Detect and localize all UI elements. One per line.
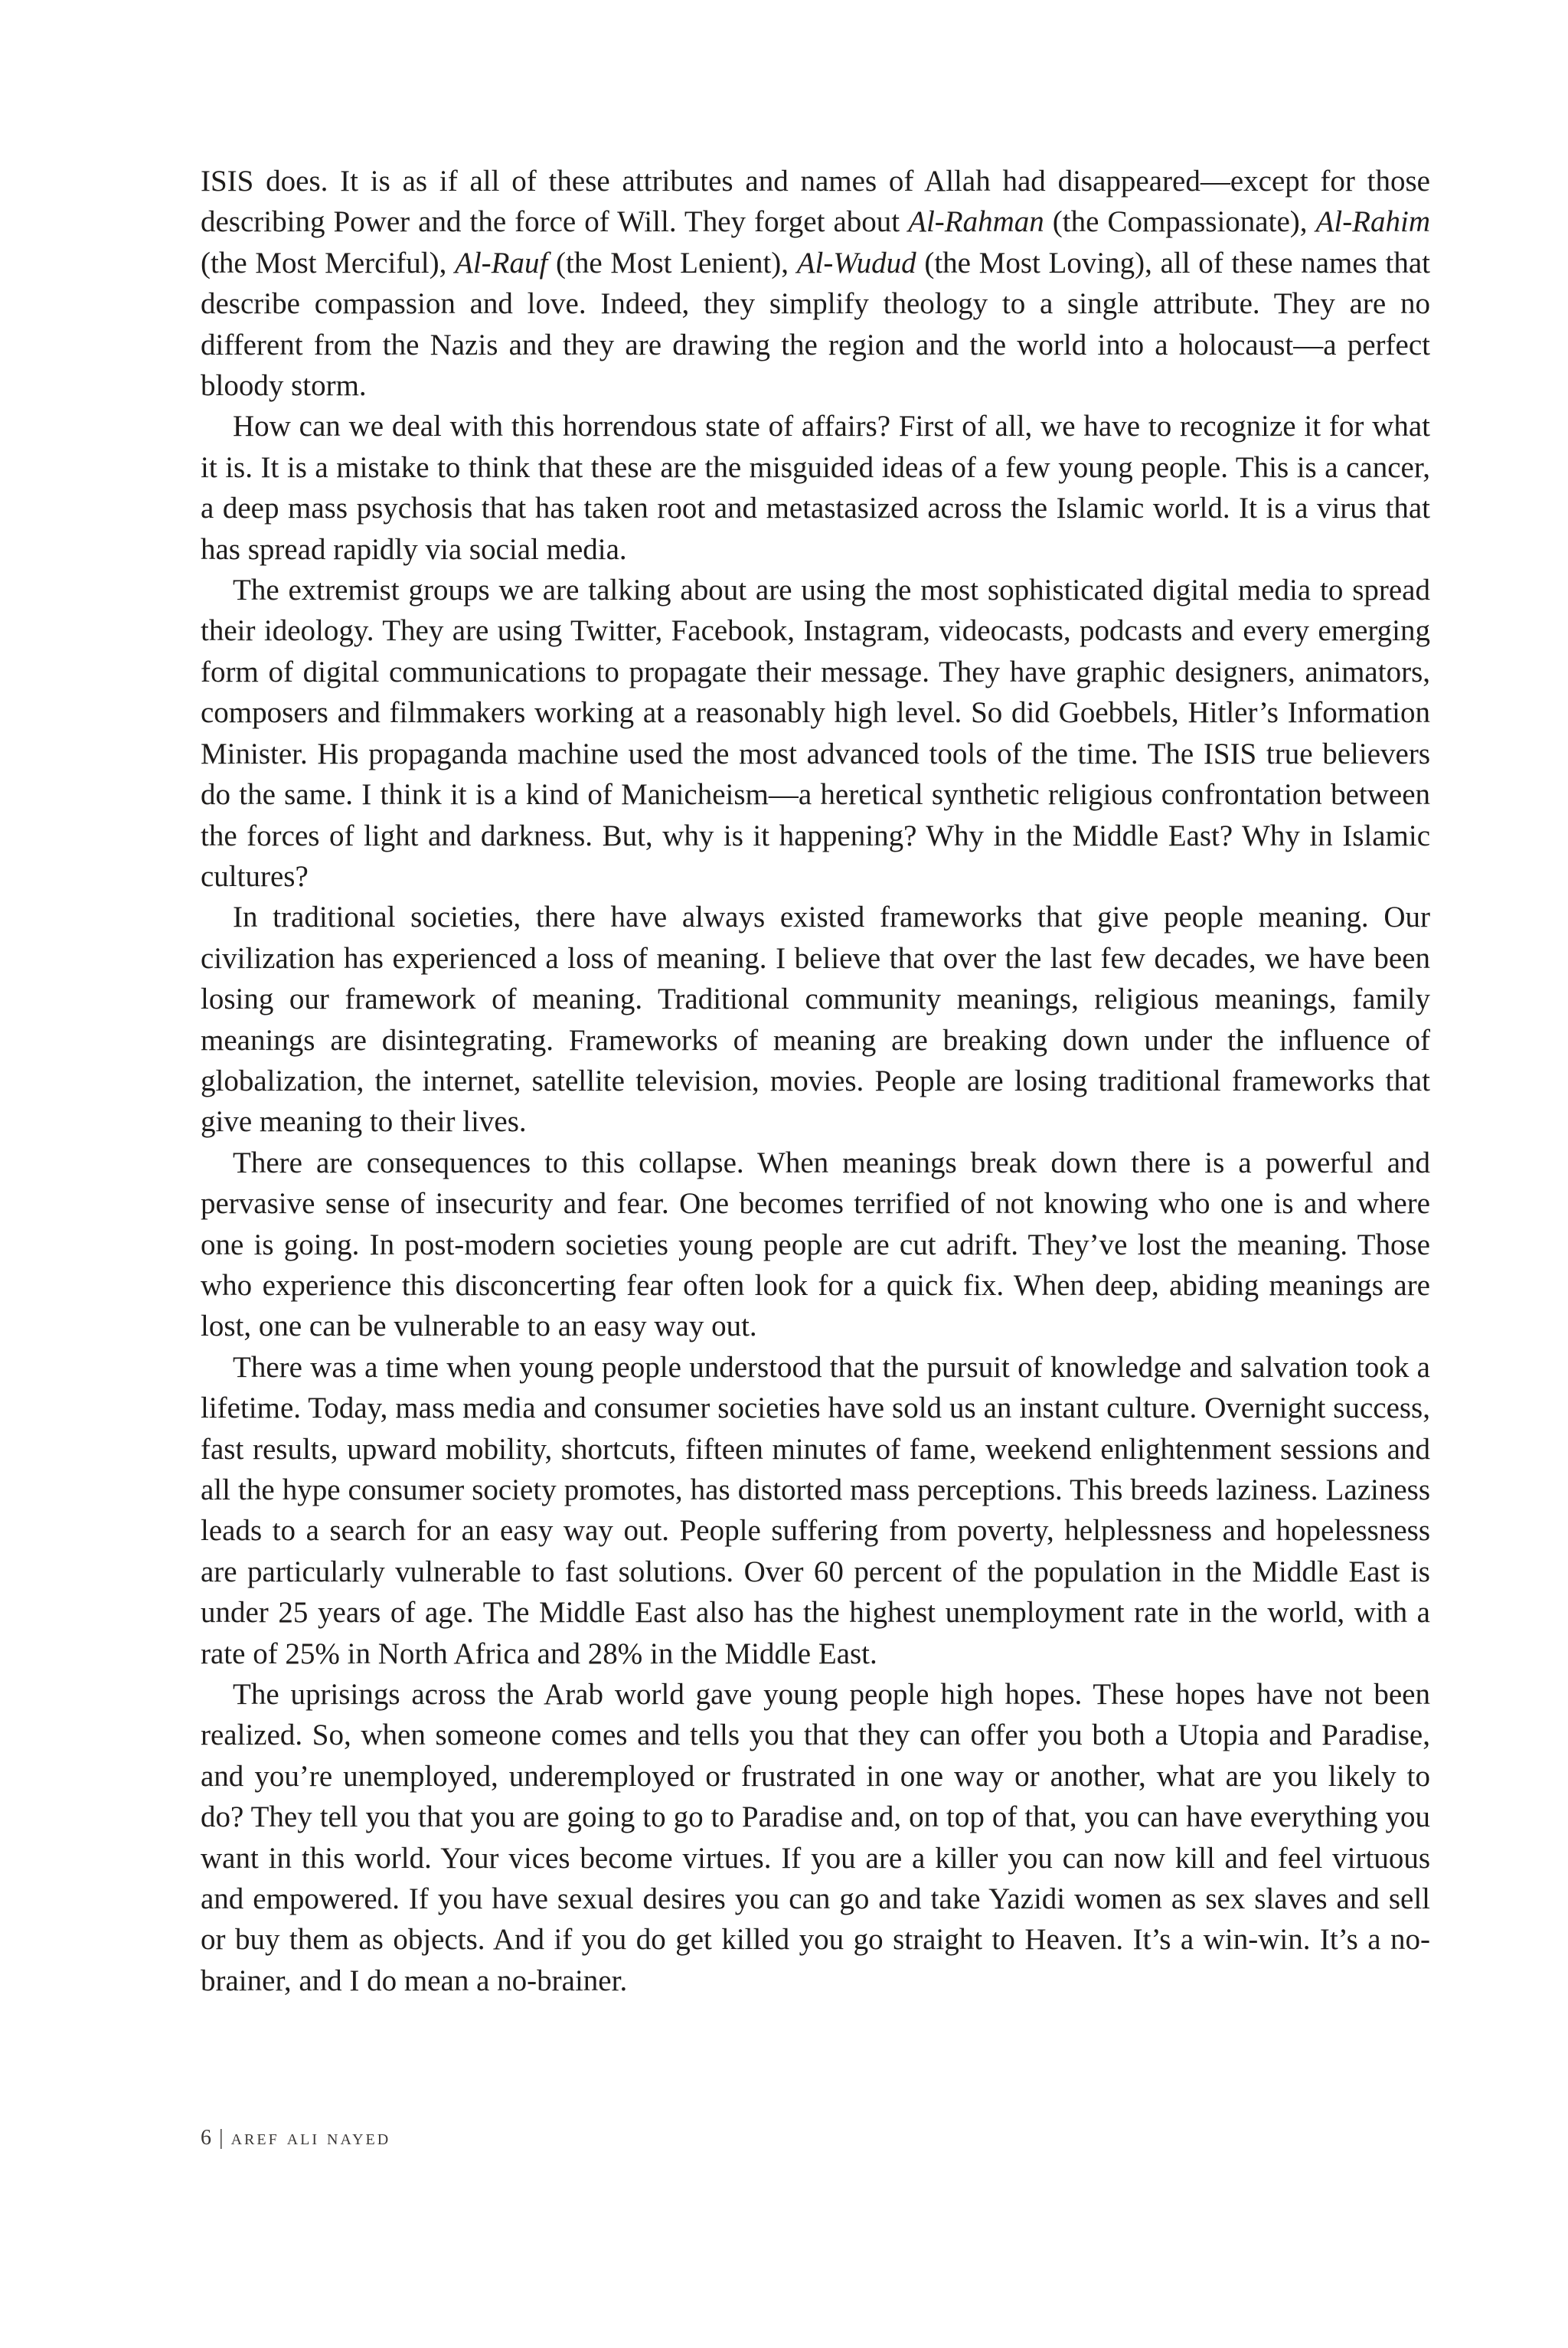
footer-separator: | xyxy=(219,2126,225,2150)
paragraph xyxy=(201,897,1430,1142)
text-run: In traditional societies, there have always existed frameworks that give people meaning. Our civilization has experienced a loss of meaning. I believe that over the last few decades, we have been losing our framework of meaning. Traditional community meanings, religious meanings, family meanings are disintegrating. Frameworks of meaning are breaking down under the influence of globalization, the internet, satellite television, movies. People are losing traditional frameworks that give meaning to their lives. xyxy=(201,901,1430,1139)
text-run: How can we deal with this horrendous state of affairs? First of all, we have to recognize it for what it is. It is a mistake to think that these are the misguided ideas of a few young people. This is a cancer, a deep mass psychosis that has taken root and metastasized across the Islamic world. It is a virus that has spread rapidly via social media. xyxy=(201,410,1430,566)
paragraph xyxy=(201,1347,1430,1674)
text-run: (the Most Merciful), xyxy=(201,246,456,280)
text-run: There are consequences to this collapse. When meanings break down there is a powerful and pervasive sense of insecurity and fear. One becomes terrified of not knowing who one is and where one is going. In post-modern societies young people are cut adrift. They’ve lost the meaning. Those who experience this disconcerting fear often look for a quick fix. When deep, abiding meanings are lost, one can be vulnerable to an easy way out. xyxy=(201,1146,1430,1343)
text-run: There was a time when young people understood that the pursuit of knowledge and salvation took a lifetime. Today, mass media and consumer societies have sold us an instant culture. Overnight success, fast results, upward mobility, shortcuts, fifteen minutes of fame, weekend enlightenment sessions and all the hype consumer society promotes, has distorted mass perceptions. This breeds laziness. Laziness leads to a search for an easy way out. People suffering from poverty, helplessness and hopelessness are particularly vulnerable to fast solutions. Over 60 percent of the population in the Middle East is under 25 years of age. The Middle East also has the highest unemployment rate in the world, with a rate of 25% in North Africa and 28% in the Middle East. xyxy=(201,1350,1430,1670)
paragraph xyxy=(201,570,1430,897)
body-text xyxy=(201,161,1430,2001)
text-run: (the Compassionate), xyxy=(1044,205,1316,239)
italic-term: Al-Wudud xyxy=(796,246,916,280)
text-run: The uprisings across the Arab world gave young people high hopes. These hopes have not been realized. So, when someone comes and tells you that they can offer you both a Utopia and Paradise, and you’re unemployed, underemployed or frustrated in one way or another, what are you likely to do? They tell you that you are going to go to Paradise and, on top of that, you can have everything you want in this world. Your vices become virtues. If you are a killer you can now kill and feel virtuous and empowered. If you have sexual desires you can go and take Yazidi women as sex slaves and sell or buy them as objects. And if you do get killed you go straight to Heaven. It’s a win-win. It’s a no-brainer, and I do mean a no-brainer. xyxy=(201,1678,1430,1997)
italic-term: Al-Rauf xyxy=(455,246,548,280)
paragraph xyxy=(201,1143,1430,1347)
text-run: The extremist groups we are talking about are using the most sophisticated digital media to spread their ideology. They are using Twitter, Facebook, Instagram, videocasts, podcasts and every emerging form of digital communications to propagate their message. They have graphic designers, animators, composers and filmmakers working at a reasonably high level. So did Goebbels, Hitler’s Information Minister. His propaganda machine used the most advanced tools of the time. The ISIS true believers do the same. I think it is a kind of Manicheism—a heretical synthetic religious confrontation between the forces of light and darkness. But, why is it happening? Why in the Middle East? Why in Islamic cultures? xyxy=(201,574,1430,893)
italic-term: Al-Rahman xyxy=(908,205,1044,239)
running-footer-author: aref ali nayed xyxy=(230,2126,391,2150)
paragraph xyxy=(201,1674,1430,2001)
text-run: ISIS does. It is as if all of these attributes and names of Allah had disappeared—except for those describing Power and the force of Will. They forget about xyxy=(201,165,1430,239)
page-footer xyxy=(201,2126,390,2150)
text-run: (the Most Loving), all of these names that describe compassion and love. Indeed, they simplify theology to a single attribute. They are no different from the Nazis and they are drawing the region and the world into a holocaust—a perfect bloody storm. xyxy=(201,246,1430,403)
page-number: 6 xyxy=(201,2126,213,2150)
italic-term: Al-Rahim xyxy=(1315,205,1430,239)
paragraph xyxy=(201,161,1430,406)
paragraph xyxy=(201,406,1430,570)
text-run: (the Most Lenient), xyxy=(547,246,797,280)
